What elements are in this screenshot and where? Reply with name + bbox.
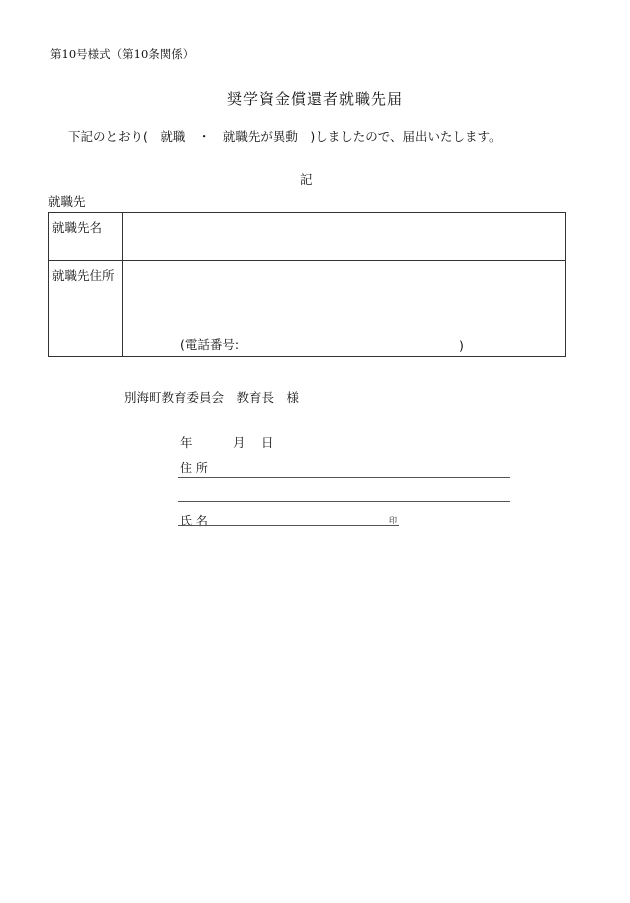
employer-name-label: 就職先名 [49, 213, 123, 261]
employer-name-field[interactable] [123, 213, 566, 261]
applicant-name-label: 氏 名 [180, 514, 208, 528]
applicant-name-line[interactable] [178, 525, 399, 526]
ki-heading: 記 [300, 172, 313, 187]
year-label: 年 [180, 435, 193, 450]
applicant-address-line-2[interactable] [178, 501, 510, 502]
employer-address-label: 就職先住所 [49, 261, 123, 357]
applicant-address-line-1[interactable] [178, 477, 510, 478]
employer-address-row [49, 261, 566, 357]
employer-address-field[interactable] [123, 261, 566, 357]
phone-close-paren: ) [459, 338, 464, 353]
employer-name-row [49, 213, 566, 261]
form-number: 第10号様式（第10条関係） [50, 47, 195, 61]
phone-label: (電話番号: [180, 337, 240, 352]
page-title: 奨学資金償還者就職先届 [226, 90, 403, 108]
employment-section-label: 就職先 [48, 194, 86, 209]
statement-text: 下記のとおり( 就職 ・ 就職先が異動 )しましたので、届出いたします。 [68, 129, 502, 144]
day-label: 日 [261, 435, 274, 450]
applicant-address-label: 住 所 [180, 461, 208, 475]
seal-mark: 印 [389, 516, 397, 525]
employment-table [48, 212, 566, 357]
addressee: 別海町教育委員会 教育長 様 [124, 390, 300, 405]
month-label: 月 [233, 435, 246, 450]
